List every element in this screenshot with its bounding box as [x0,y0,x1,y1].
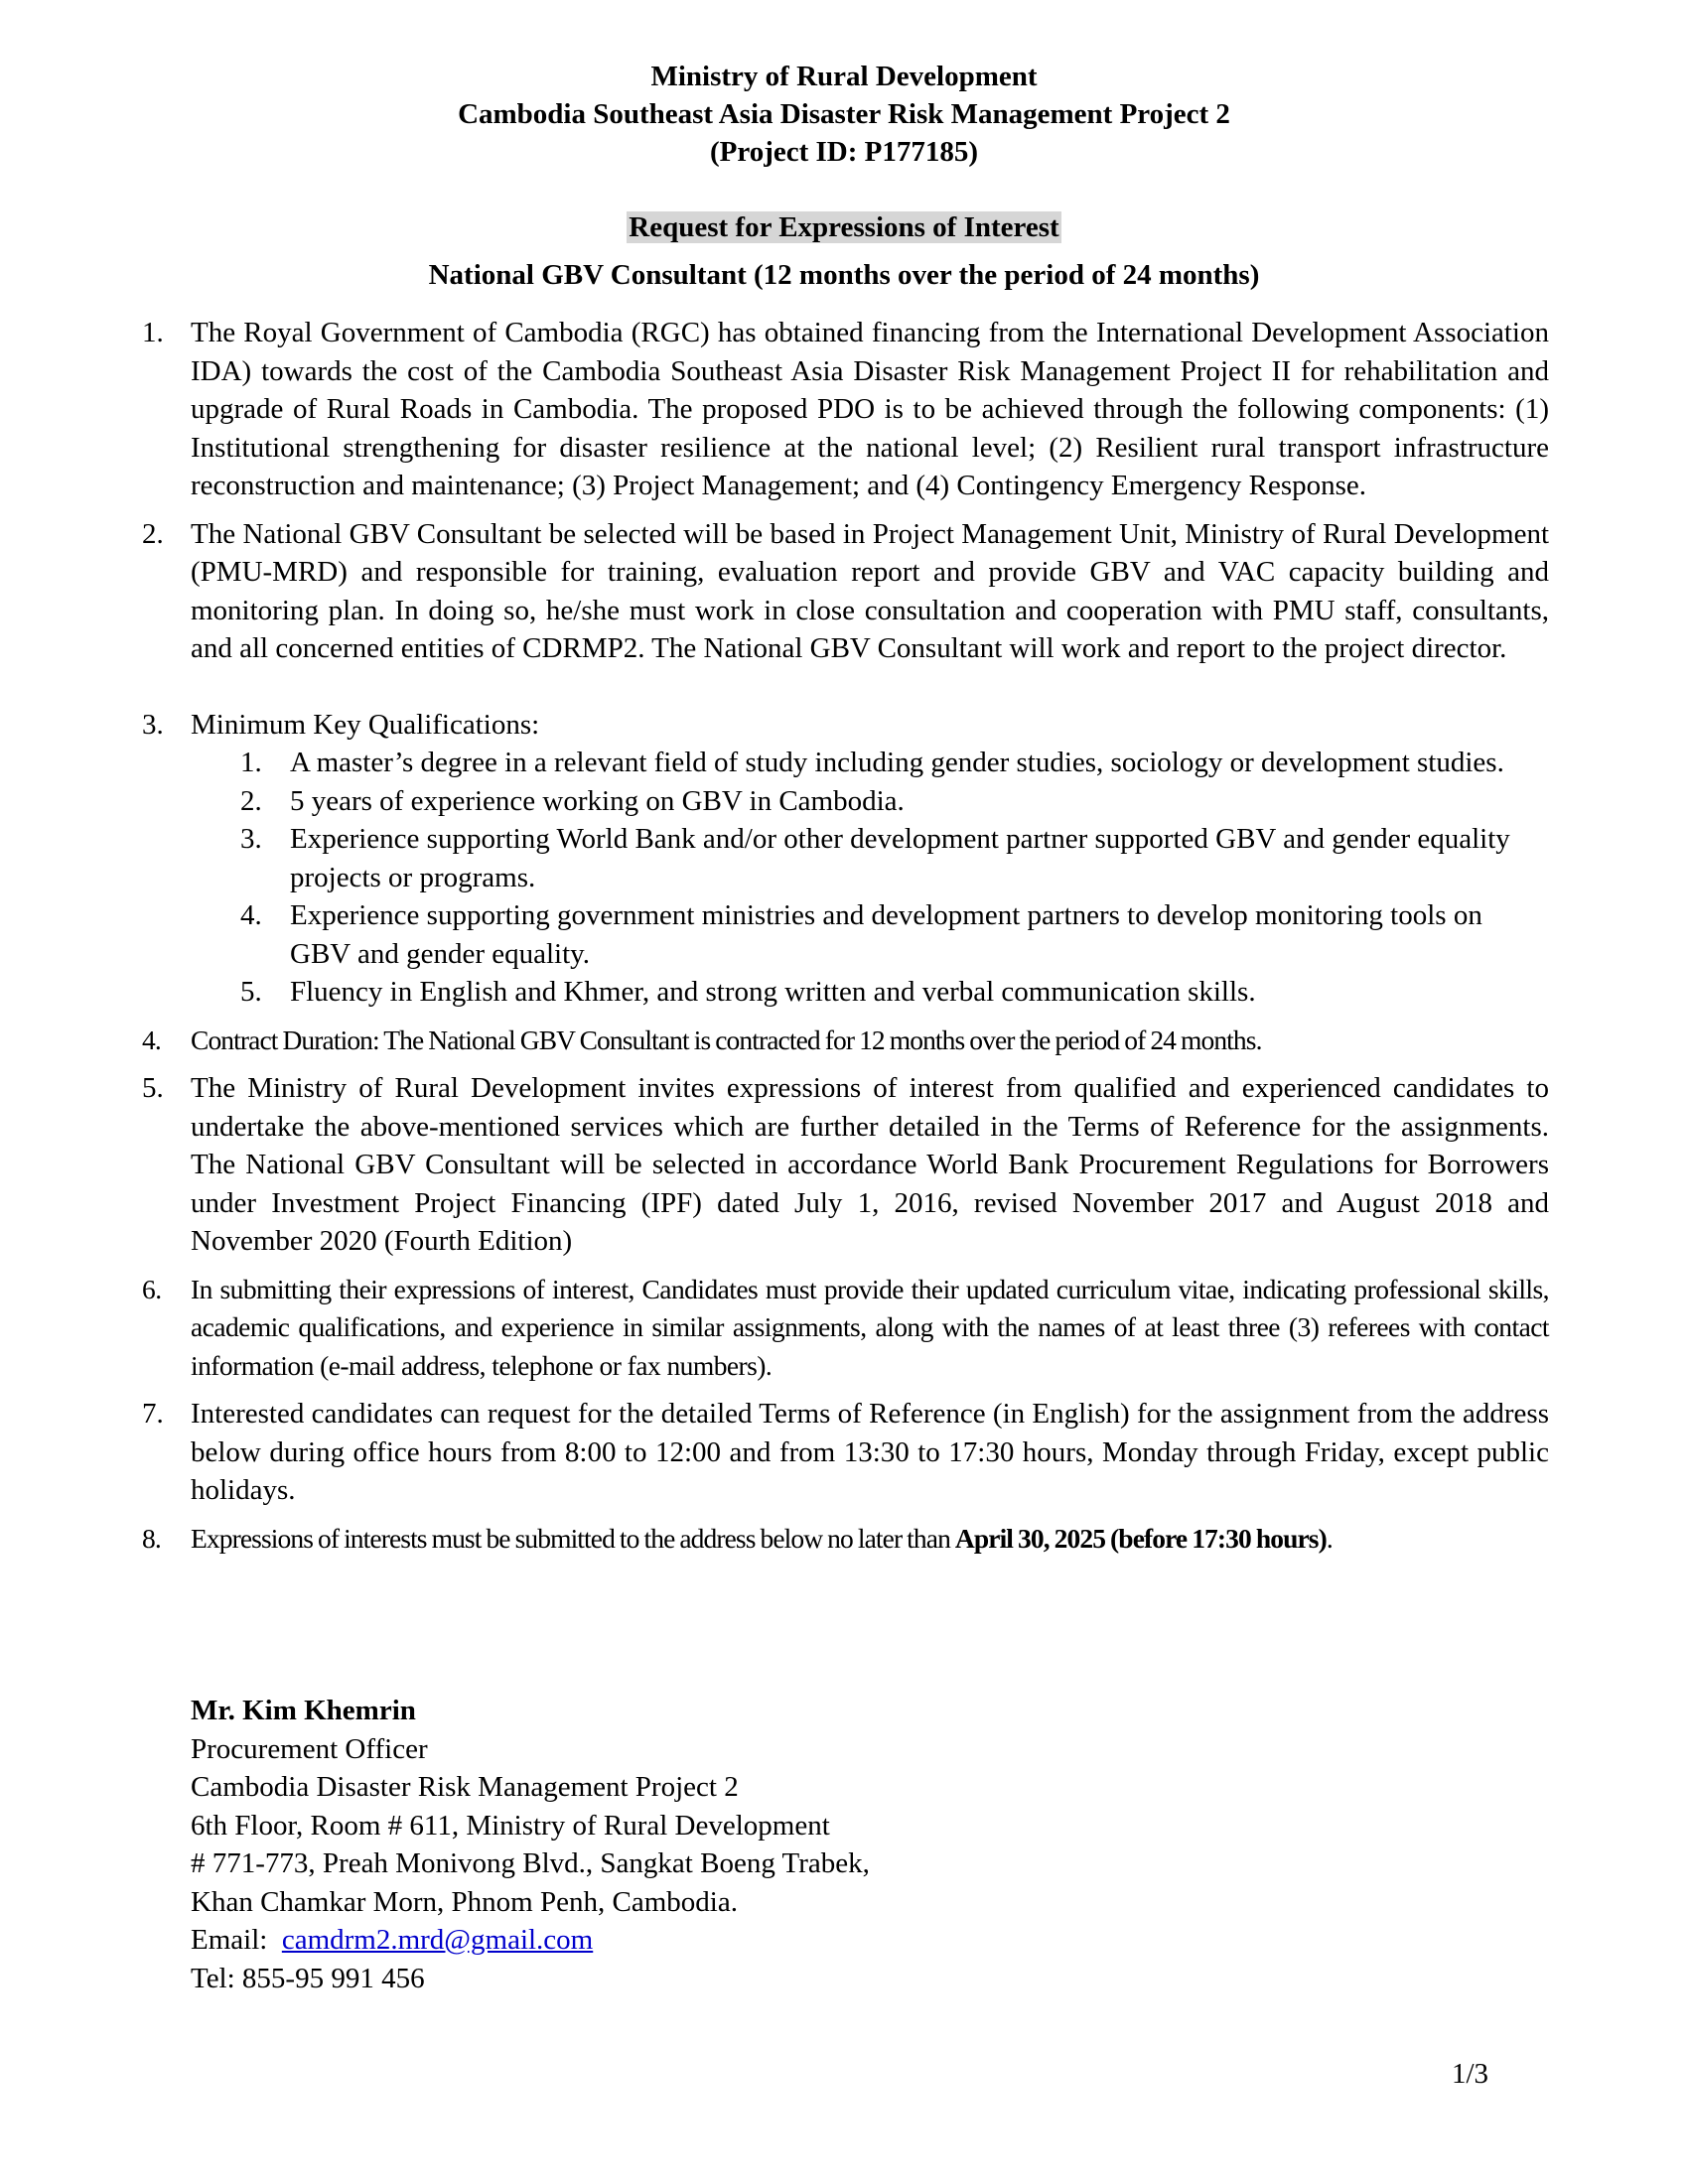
contact-role: Procurement Officer [191,1732,428,1765]
paragraph-number: 8. [142,1522,161,1554]
contact-name: Mr. Kim Khemrin [191,1695,416,1726]
paragraph-text: Contract Duration: The National GBV Consultant is contracted for 12 months over the period of 24 months. [191,1024,1262,1055]
paragraph-text: The Ministry of Rural Development invites expressions of interest from qualified and experienced candidates to undertake the above-mentioned services which are further detailed in the Terms of Reference for the assignments. The National GBV Consultant will be selected in accordance World Bank Procurement Regulations for Borrowers under Investment Project Financing (IPF) dated July 1, 2016, revised November 2017 and August 2018 and November 2020 (Fourth Edition) [191,1072,1549,1257]
paragraph-4 [134,1022,1549,1060]
qualification-item [191,744,1549,782]
paragraph-1 [134,314,1549,505]
qualification-text: Fluency in English and Khmer, and strong written and verbal communication skills. [290,976,1256,1008]
qualification-text: Experience supporting World Bank and/or other development partner supported GBV and gender equality projects or programs. [290,823,1510,893]
paragraph-3 [134,706,1549,745]
paragraph-number: 4. [142,1024,161,1055]
qualification-number: 4. [240,899,262,931]
paragraph-text: Minimum Key Qualifications: [191,708,540,741]
qualification-number: 3. [240,823,262,855]
deadline-text: April 30, 2025 (before 17:30 hours) [954,1522,1327,1554]
document-body [134,314,1549,1558]
contact-telephone: Tel: 855-95 991 456 [191,1962,425,1994]
page-number: 1/3 [1452,2058,1489,2090]
contact-address-line: 6th Floor, Room # 611, Ministry of Rural Development [191,1809,830,1842]
paragraph-number: 7. [142,1398,164,1430]
qualification-item [191,973,1549,1012]
paragraph-number: 2. [142,517,164,550]
email-link[interactable]: camdrm2.mrd@gmail.com [281,1924,594,1956]
contact-email-row [191,1921,870,1960]
header-ministry: Ministry of Rural Development [650,61,1038,92]
paragraph-text: The Royal Government of Cambodia (RGC) has obtained financing from the International Development Association IDA) towards the cost of the Cambodia Southeast Asia Disaster Risk Management Project II for rehabilitation and upgrade of Rural Roads in Cambodia. The proposed PDO is to be achieved through the following components: (1) Institutional strengthening for disaster resilience at the national level; (2) Resilient rural transport infrastructure reconstruction and maintenance; (3) Project Management; and (4) Contingency Emergency Response. [191,317,1549,501]
paragraph-text: In submitting their expressions of interest, Candidates must provide their updated curriculum vitae, indicating professional skills, academic qualifications, and experience in similar assignments, along with the names of at least three (3) referees with contact information (e-mail address, telephone or fax numbers). [191,1273,1549,1381]
header-project-id: (Project ID: P177185) [709,136,979,168]
paragraph-8 [134,1520,1549,1559]
qualification-number: 1. [240,747,262,778]
paragraph-text: The National GBV Consultant be selected will be based in Project Management Unit, Ministry of Rural Development (PMU-MRD) and responsible for training, evaluation report and provide GBV and VAC capacity building and monitoring plan. In doing so, he/she must work in close consultation and cooperation with PMU staff, consultants, and all concerned entities of CDRMP2. The National GBV Consultant will work and report to the project director. [191,517,1549,664]
contact-address-line: # 771-773, Preah Monivong Blvd., Sangkat Boeng Trabek, [191,1847,870,1879]
qualification-text: Experience supporting government ministries and development partners to develop monitoring tools on GBV and gender equality. [290,899,1482,970]
email-label: Email: [191,1924,268,1956]
document-subtitle: National GBV Consultant (12 months over the period of 24 months) [428,259,1260,291]
paragraph-text: Interested candidates can request for the detailed Terms of Reference (in English) for the assignment from the address below during office hours from 8:00 to 12:00 and from 13:30 to 17:30 hours, Monday through Friday, except public holidays. [191,1398,1549,1506]
contact-organization: Cambodia Disaster Risk Management Project 2 [191,1771,739,1803]
header-project: Cambodia Southeast Asia Disaster Risk Management Project 2 [458,98,1230,130]
qualification-number: 5. [240,976,262,1008]
document-header [0,58,1688,171]
paragraph-number: 1. [142,317,164,348]
title-highlight: Request for Expressions of Interest [629,211,1059,243]
paragraph-6 [134,1271,1549,1386]
qualification-number: 2. [240,784,262,817]
paragraph-number: 6. [142,1273,162,1304]
contact-address-line: Khan Chamkar Morn, Phnom Penh, Cambodia. [191,1885,738,1918]
paragraph-text: Expressions of interests must be submitted to the address below no later than [191,1522,955,1554]
paragraph-2 [134,515,1549,668]
qualifications-list [191,744,1549,1012]
qualification-text: 5 years of experience working on GBV in Cambodia. [290,784,905,817]
paragraph-tail: . [1326,1522,1333,1554]
document-title [0,208,1688,246]
paragraph-number: 5. [142,1072,164,1104]
paragraph-5 [134,1069,1549,1261]
qualification-item [191,820,1549,896]
contact-block [191,1692,870,1997]
paragraph-number: 3. [142,708,164,741]
qualification-text: A master’s degree in a relevant field of study including gender studies, sociology or development studies. [290,747,1504,778]
qualification-item [191,896,1549,973]
qualification-item [191,782,1549,821]
paragraph-7 [134,1395,1549,1510]
